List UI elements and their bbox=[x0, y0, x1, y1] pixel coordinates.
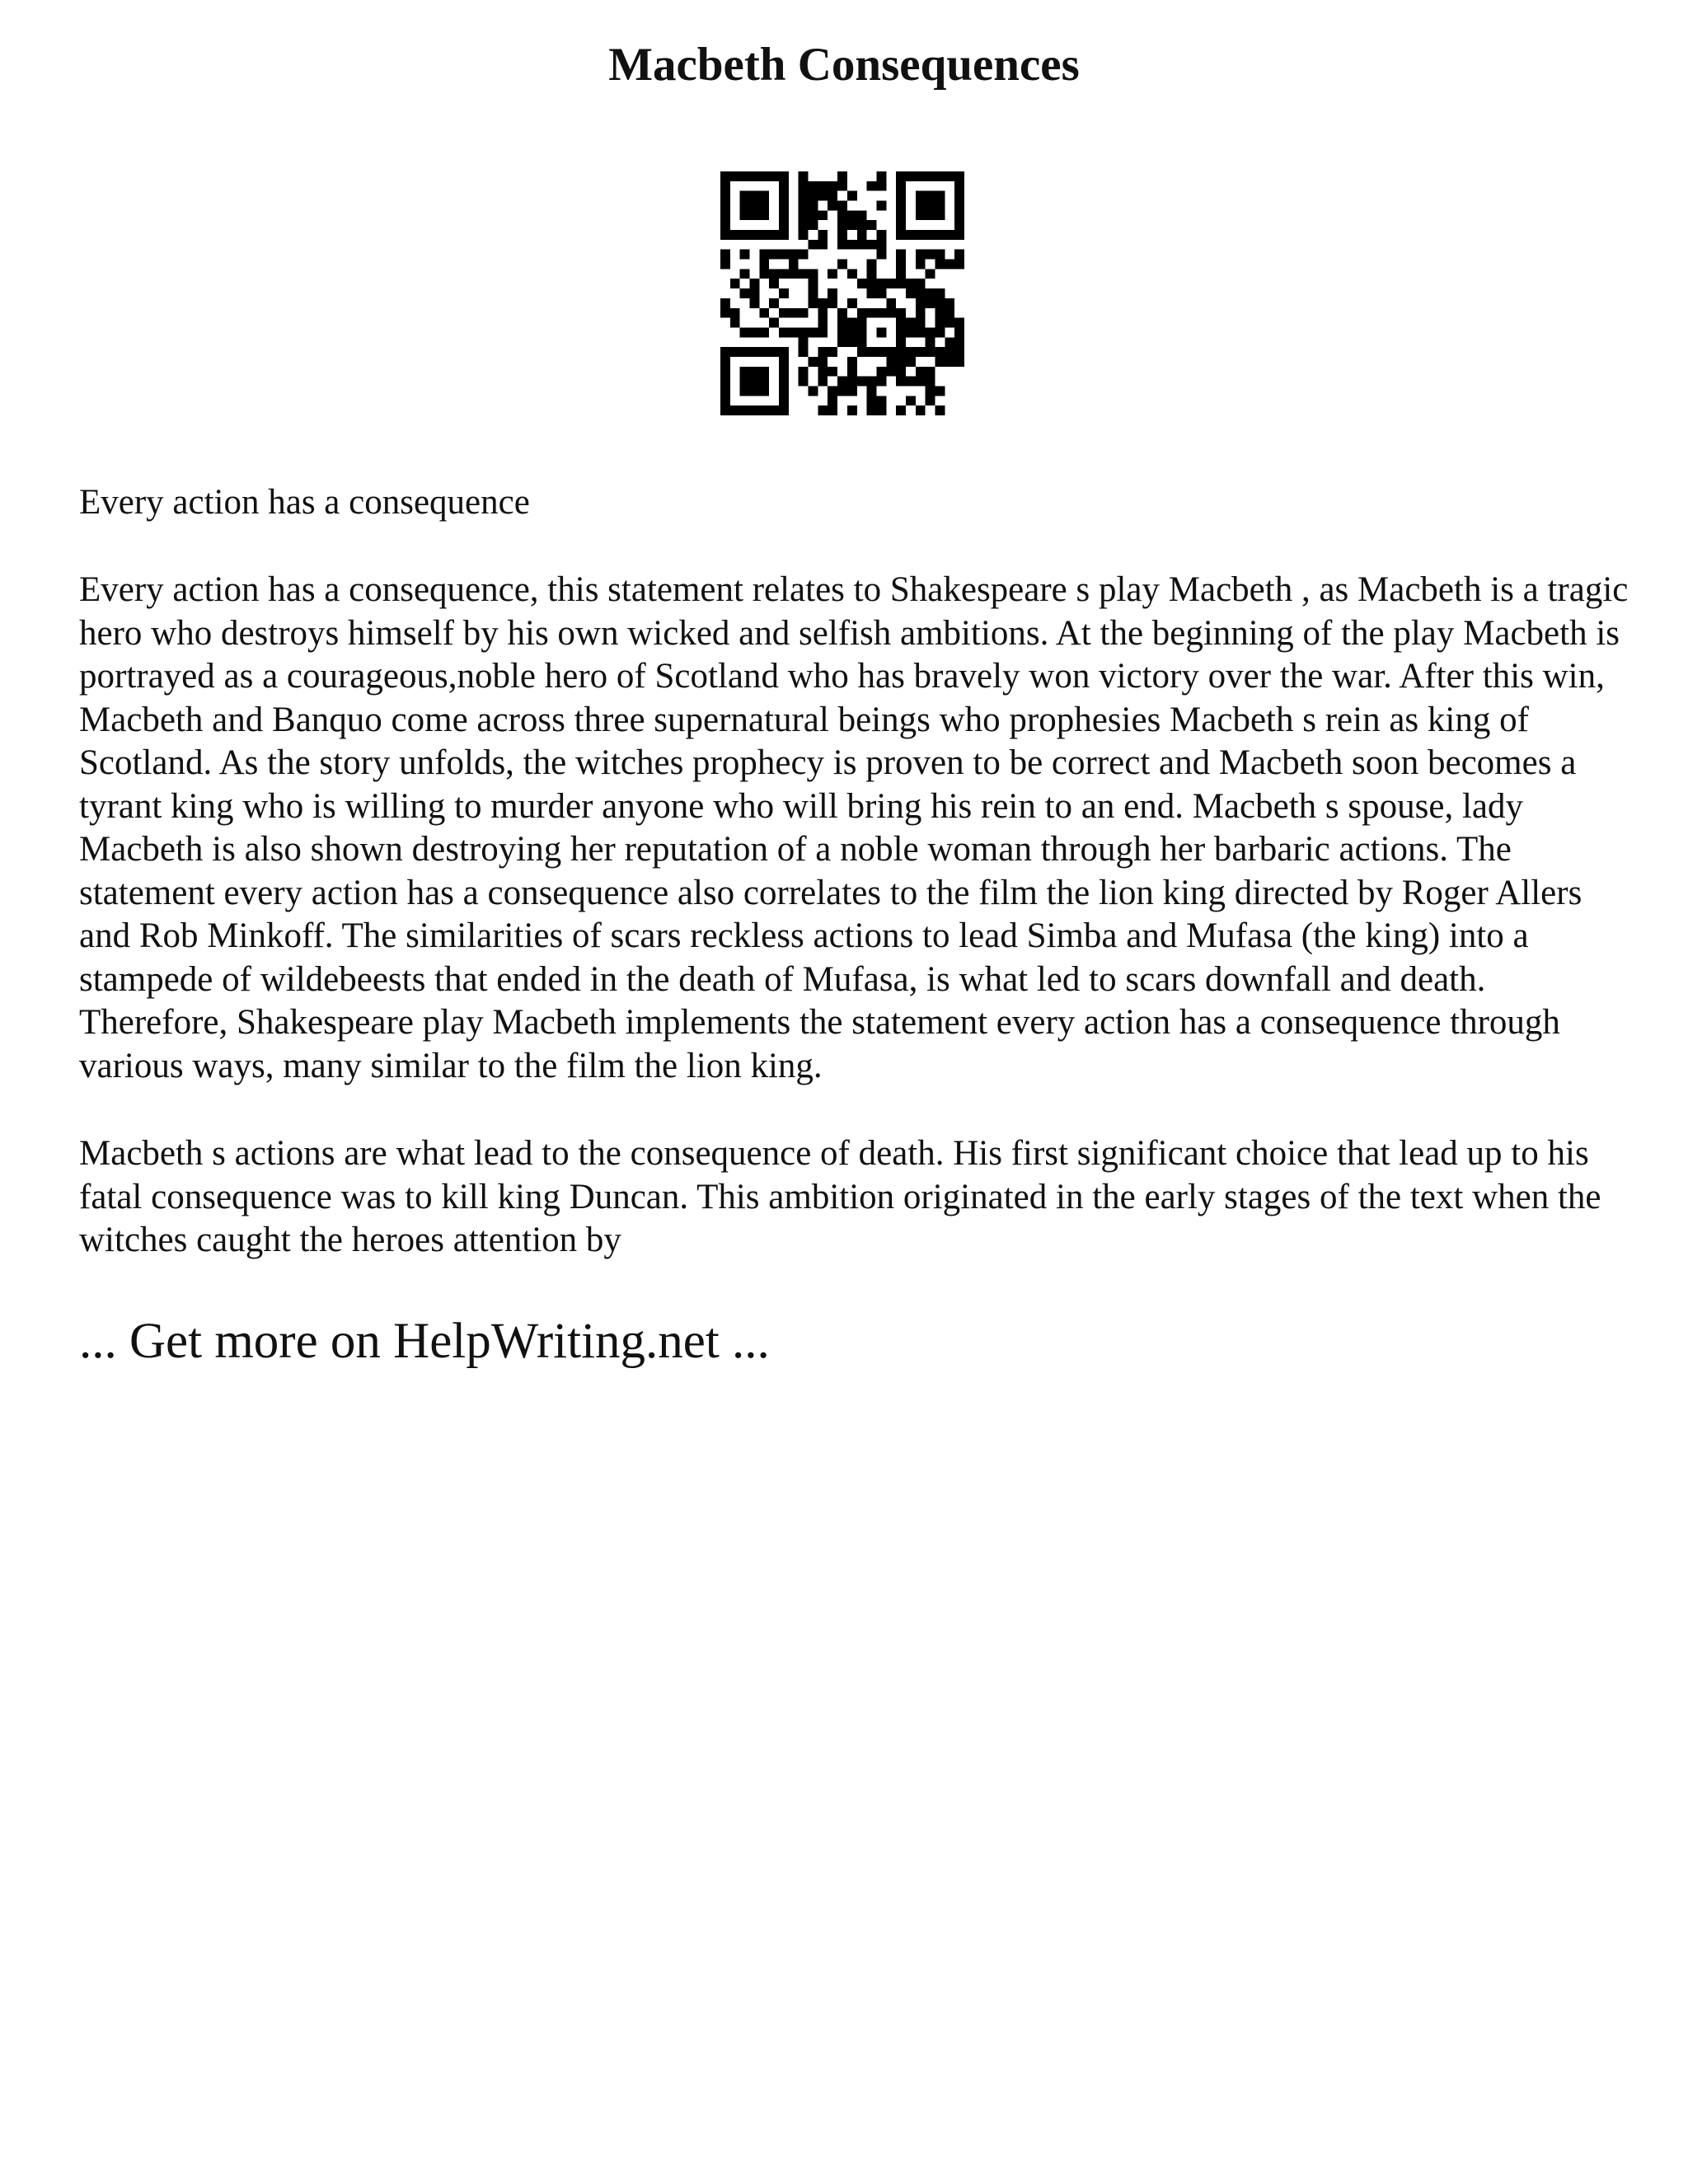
page-title: Macbeth Consequences bbox=[608, 39, 1080, 91]
document-body bbox=[79, 481, 1629, 1371]
get-more-link[interactable]: ... Get more on HelpWriting.net ... bbox=[79, 1313, 770, 1369]
qr-code-icon bbox=[720, 171, 964, 415]
paragraph-body: Macbeth s actions are what lead to the consequence of death. His first significant choice that lead up to his fatal consequence was to kill king Duncan. This ambition originated in the early stages of the text when the witches caught the heroes attention by bbox=[79, 1134, 1601, 1259]
qr-code-graphic bbox=[720, 171, 964, 415]
paragraph-intro: Every action has a consequence, this statement relates to Shakespeare s play Macbeth , as Macbeth is a tragic hero who destroys himself by his own wicked and selfish ambitions. At the beginning of the play Macbeth is portrayed as a courageous,noble hero of Scotland who has bravely won victory over the war. After this win, Macbeth and Banquo come across three supernatural beings who prophesies Macbeth s rein as king of Scotland. As the story unfolds, the witches prophecy is proven to be correct and Macbeth soon becomes a tyrant king who is willing to murder anyone who will bring his rein to an end. Macbeth s spouse, lady Macbeth is also shown destroying her reputation of a noble woman through her barbaric actions. The statement every action has a consequence also correlates to the film the lion king directed by Roger Allers and Rob Minkoff. The similarities of scars reckless actions to lead Simba and Mufasa (the king) into a stampede of wildebeests that ended in the death of Mufasa, is what led to scars downfall and death. Therefore, Shakespeare play Macbeth implements the statement every action has a consequence through various ways, many similar to the film the lion king. bbox=[79, 570, 1629, 1085]
subheading: Every action has a consequence bbox=[79, 483, 530, 522]
